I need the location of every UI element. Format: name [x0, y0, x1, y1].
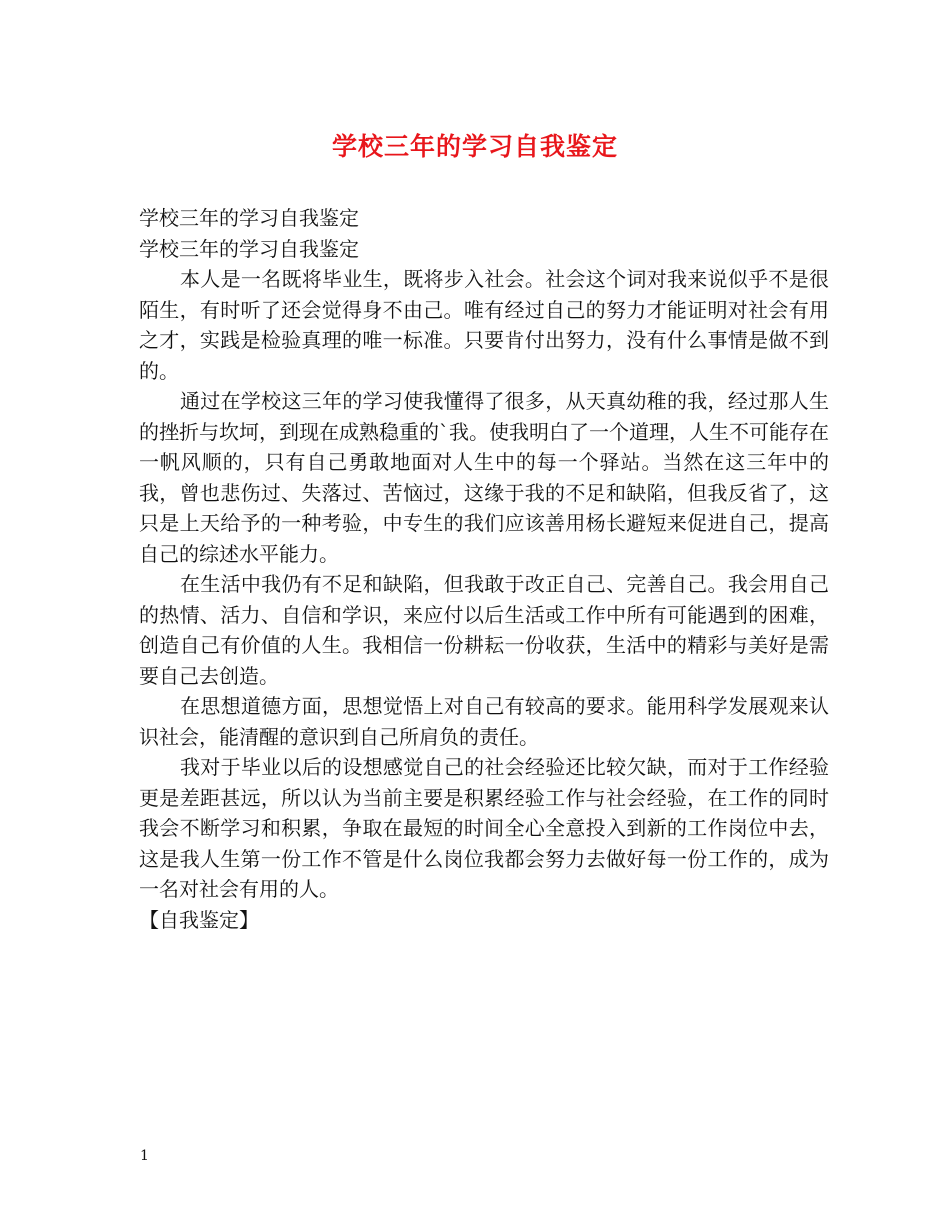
subtitle-line-1: 学校三年的学习自我鉴定 [139, 206, 359, 230]
paragraph-school-experience: 通过在学校这三年的学习使我懂得了很多，从天真幼稚的我，经过那人生的挫折与坎坷，到现在成熟稳重的`我。使我明白了一个道理，人生不可能存在一帆风顺的，只有自己勇敢地面对人生中的每一个驿站。当然在这三年中的我，曾也悲伤过、失落过、苦恼过，这缘于我的不足和缺陷，但我反省了，这只是上天给予的一种考验，中专生的我们应该善用杨长避短来促进自己，提高自己的综述水平能力。 [139, 389, 829, 566]
subtitle-line-2: 学校三年的学习自我鉴定 [139, 236, 359, 261]
paragraph-future-plans: 我对于毕业以后的设想感觉自己的社会经验还比较欠缺，而对于工作经验更是差距甚远，所以认为当前主要是积累经验工作与社会经验，在工作的同时我会不断学习和积累，争取在最短的时间全心全意投入到新的工作岗位中去，这是我人生第一份工作不管是什么岗位我都会努力去做好每一份工作的，成为一名对社会有用的人。 [139, 755, 829, 901]
document-body [139, 203, 829, 935]
page-number: 1 [140, 1148, 149, 1164]
document-title: 学校三年的学习自我鉴定 [331, 132, 618, 161]
paragraph-ideology: 在思想道德方面，思想觉悟上对自己有较高的要求。能用科学发展观来认识社会，能清醒的意识到自己所肩负的责任。 [139, 694, 829, 749]
paragraph-introduction: 本人是一名既将毕业生，既将步入社会。社会这个词对我来说似乎不是很陌生，有时听了还会觉得身不由己。唯有经过自己的努力才能证明对社会有用之才，实践是检验真理的唯一标准。只要肯付出努力，没有什么事情是做不到的。 [139, 267, 829, 383]
paragraph-life: 在生活中我仍有不足和缺陷，但我敢于改正自己、完善自己。我会用自己的热情、活力、自信和学识，来应付以后生活或工作中所有可能遇到的困难，创造自己有价值的人生。我相信一份耕耘一份收获，生活中的精彩与美好是需要自己去创造。 [139, 572, 829, 688]
closing-label: 【自我鉴定】 [139, 907, 259, 932]
